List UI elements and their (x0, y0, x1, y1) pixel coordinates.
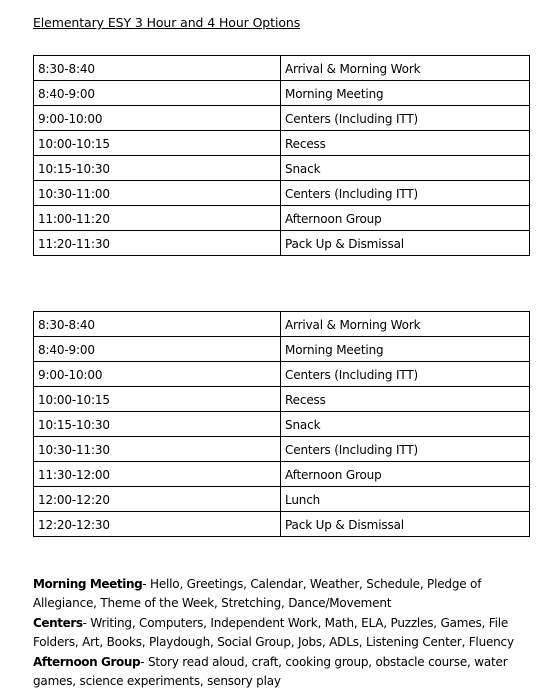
activity-cell: Centers (Including ITT) (281, 437, 530, 462)
time-cell: 9:00-10:00 (34, 106, 281, 131)
table-row (34, 56, 530, 81)
table-row (34, 512, 530, 537)
activity-cell: Morning Meeting (281, 337, 530, 362)
note-term: Afternoon Group (33, 654, 141, 669)
note-centers (33, 614, 533, 653)
document-title: Elementary ESY 3 Hour and 4 Hour Options (33, 15, 301, 30)
time-cell: 11:20-11:30 (34, 231, 281, 256)
activity-cell: Afternoon Group (281, 206, 530, 231)
activity-cell: Arrival & Morning Work (281, 312, 530, 337)
time-cell: 8:30-8:40 (34, 312, 281, 337)
table-row (34, 462, 530, 487)
activity-cell: Pack Up & Dismissal (281, 231, 530, 256)
note-description: - Writing, Computers, Independent Work, Math, ELA, Puzzles, Games, File Folders, Art, Books, Playdough, Social Group, Jobs, ADLs, Listening Center, Fluency (33, 615, 514, 650)
time-cell: 10:30-11:00 (34, 181, 281, 206)
activity-cell: Arrival & Morning Work (281, 56, 530, 81)
table-row (34, 206, 530, 231)
note-term: Morning Meeting (33, 577, 143, 591)
time-cell: 10:15-10:30 (34, 412, 281, 437)
time-cell: 11:00-11:20 (34, 206, 281, 231)
time-cell: 10:00-10:15 (34, 387, 281, 412)
activity-cell: Centers (Including ITT) (281, 106, 530, 131)
activity-cell: Lunch (281, 487, 530, 512)
note-morning-meeting (33, 575, 533, 614)
activity-cell: Snack (281, 156, 530, 181)
activity-cell: Recess (281, 387, 530, 412)
time-cell: 8:40-9:00 (34, 337, 281, 362)
activity-cell: Snack (281, 412, 530, 437)
time-cell: 12:20-12:30 (34, 512, 281, 537)
activity-cell: Morning Meeting (281, 81, 530, 106)
time-cell: 10:15-10:30 (34, 156, 281, 181)
time-cell: 12:00-12:20 (34, 487, 281, 512)
table-row (34, 362, 530, 387)
table-row (34, 156, 530, 181)
table-row (34, 181, 530, 206)
table-row (34, 131, 530, 156)
table-row (34, 387, 530, 412)
time-cell: 8:30-8:40 (34, 56, 281, 81)
time-cell: 9:00-10:00 (34, 362, 281, 387)
table-row (34, 81, 530, 106)
time-cell: 10:30-11:30 (34, 437, 281, 462)
table-row (34, 106, 530, 131)
time-cell: 11:30-12:00 (34, 462, 281, 487)
table-row (34, 437, 530, 462)
table-row (34, 412, 530, 437)
table-row (34, 487, 530, 512)
time-cell: 8:40-9:00 (34, 81, 281, 106)
activity-notes (33, 575, 533, 691)
note-term: Centers (33, 615, 83, 630)
table-row (34, 312, 530, 337)
activity-cell: Afternoon Group (281, 462, 530, 487)
activity-cell: Recess (281, 131, 530, 156)
schedule-table-3-hour (33, 55, 530, 256)
note-description: - Hello, Greetings, Calendar, Weather, Schedule, Pledge of Allegiance, Theme of the Week, Stretching, Dance/Movement (33, 577, 482, 611)
note-description: - Story read aloud, craft, cooking group, obstacle course, water games, science experiments, sensory play (33, 654, 508, 689)
time-cell: 10:00-10:15 (34, 131, 281, 156)
schedule-table-4-hour (33, 311, 530, 537)
table-row (34, 231, 530, 256)
activity-cell: Centers (Including ITT) (281, 362, 530, 387)
note-afternoon-group (33, 653, 533, 692)
activity-cell: Centers (Including ITT) (281, 181, 530, 206)
activity-cell: Pack Up & Dismissal (281, 512, 530, 537)
table-row (34, 337, 530, 362)
